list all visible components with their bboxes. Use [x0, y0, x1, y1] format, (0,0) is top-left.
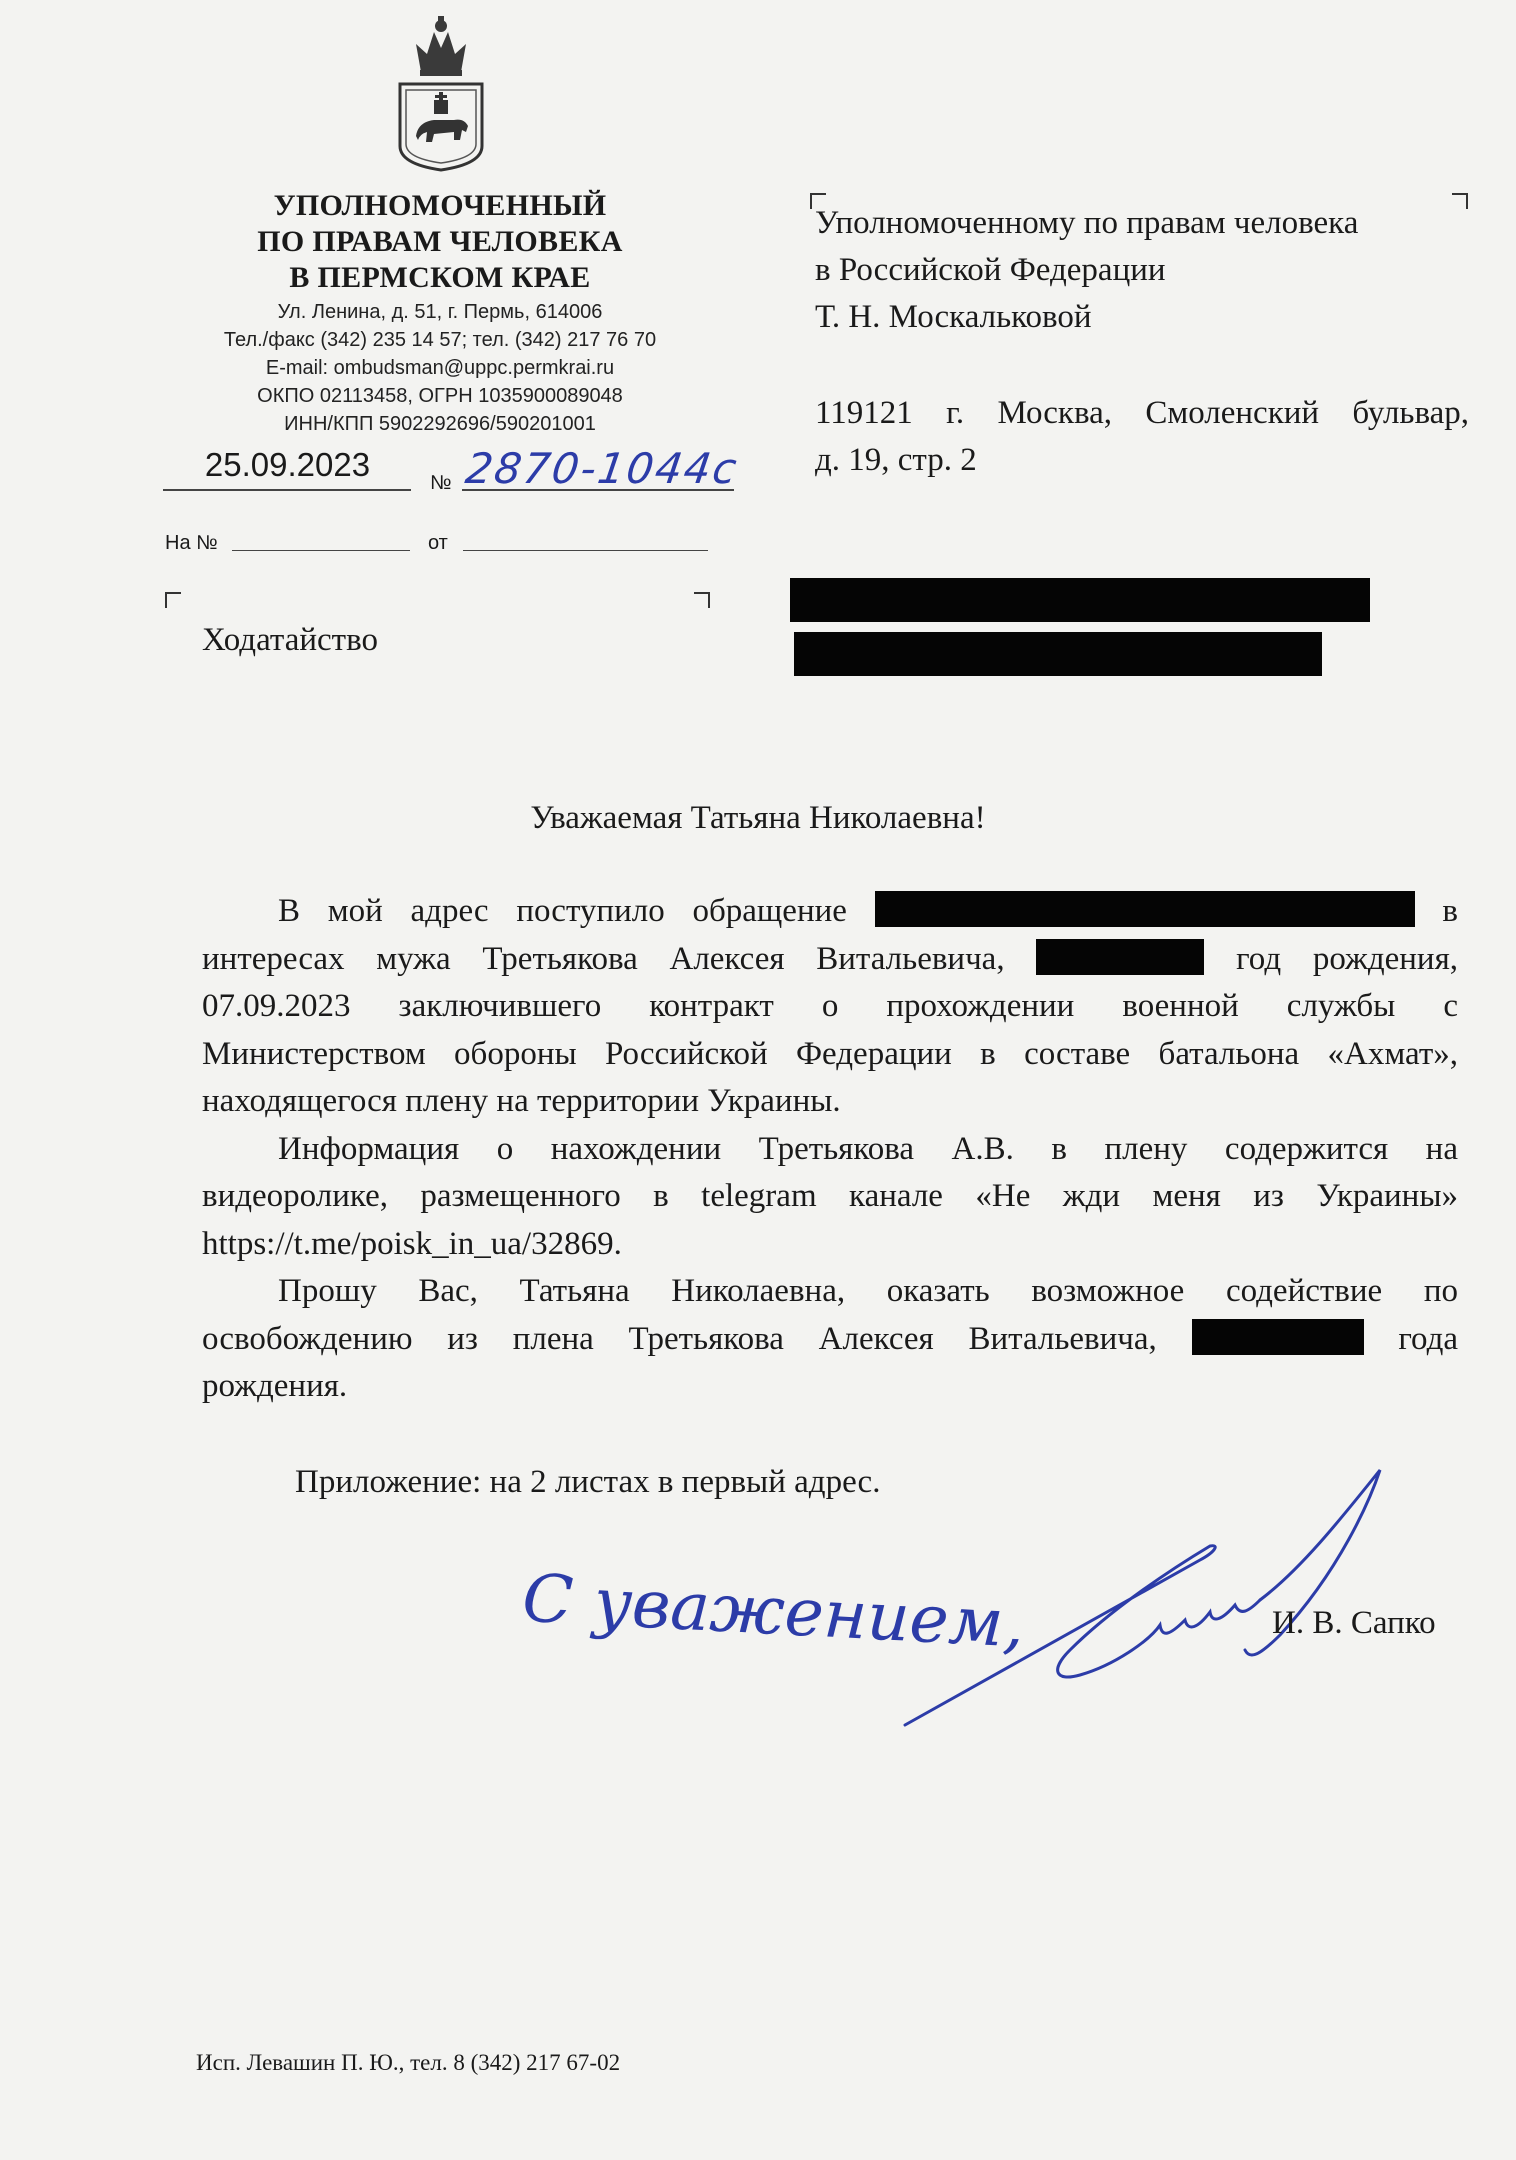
- attachment-note: Приложение: на 2 листах в первый адрес.: [295, 1464, 881, 1500]
- redaction-bar: [1192, 1319, 1364, 1355]
- reference-date-underline: [463, 550, 708, 551]
- date-underline: [163, 489, 411, 491]
- salutation: Уважаемая Татьяна Николаевна!: [530, 800, 986, 836]
- body-line: Министерством обороны Российской Федерации в составе батальона «Ахмат»,: [202, 1035, 1458, 1072]
- addressee-line: Уполномоченному по правам человека: [815, 205, 1359, 241]
- body-line: видеоролике, размещенного в telegram канале «Не жди меня из Украины»: [202, 1178, 1458, 1214]
- redaction-bar: [1036, 939, 1204, 975]
- body-text: год рождения,: [1236, 940, 1459, 977]
- email-line: E-mail: ombudsman@uppc.permkrai.ru: [265, 357, 615, 379]
- document-type: Ходатайство: [202, 622, 378, 658]
- address-line: Ул. Ленина, д. 51, г. Пермь, 614006: [277, 301, 603, 323]
- phone-line: Тел./факс (342) 235 14 57; тел. (342) 217 76 70: [223, 329, 657, 351]
- telegram-link-text: https://t.me/poisk_in_ua/32869.: [202, 1225, 622, 1262]
- number-label: №: [430, 472, 452, 494]
- registration-date: 25.09.2023: [204, 446, 371, 483]
- signer-name: И. В. Сапко: [1272, 1605, 1436, 1641]
- corner-mark: [165, 592, 181, 608]
- address-line: 119121 г. Москва, Смоленский бульвар,: [815, 395, 1469, 431]
- inn-line: ИНН/КПП 5902292696/590201001: [284, 413, 596, 435]
- organization-title-line: УПОЛНОМОЧЕННЫЙ: [273, 189, 607, 222]
- organization-title-line: ПО ПРАВАМ ЧЕЛОВЕКА: [257, 225, 623, 258]
- signature-image: [900, 1460, 1420, 1730]
- redaction-bar: [794, 632, 1322, 676]
- letter-body: [202, 888, 1458, 1411]
- registration-number-handwritten: 2870-1044с: [462, 444, 742, 493]
- body-line: 07.09.2023 заключившего контракт о прохождении военной службы с: [202, 988, 1458, 1024]
- body-line: Информация о нахождении Третьякова А.В. в плену содержится на: [278, 1130, 1458, 1167]
- reference-number-underline: [232, 550, 410, 551]
- coat-of-arms-icon: [394, 14, 488, 172]
- address-line: д. 19, стр. 2: [815, 442, 977, 478]
- body-text: интересах мужа Третьякова Алексея Витальевича,: [202, 940, 1005, 977]
- redaction-bar: [875, 891, 1415, 927]
- body-text: в: [1442, 893, 1459, 929]
- organization-title-line: В ПЕРМСКОМ КРАЕ: [289, 261, 591, 294]
- handwritten-closing-text: С уважением,: [520, 1559, 1027, 1663]
- body-line: [202, 936, 1458, 984]
- body-line: находящегося плену на территории Украины.: [202, 1083, 841, 1119]
- organization-title: [160, 188, 720, 296]
- addressee-name: Т. Н. Москальковой: [815, 299, 1092, 335]
- body-line: рождения.: [202, 1368, 348, 1404]
- body-text: В мой адрес поступило обращение: [278, 893, 847, 929]
- reference-from-label: от: [428, 532, 448, 554]
- addressee-line: в Российской Федерации: [815, 252, 1166, 288]
- body-line: Прошу Вас, Татьяна Николаевна, оказать возможное содействие по: [278, 1273, 1458, 1309]
- corner-mark: [694, 592, 710, 608]
- body-text: года: [1398, 1320, 1459, 1357]
- body-line: [202, 888, 1458, 936]
- organization-contacts: [150, 298, 730, 438]
- corner-mark: [1452, 193, 1468, 209]
- okpo-line: ОКПО 02113458, ОГРН 1035900089048: [257, 385, 623, 407]
- executor-info: Исп. Левашин П. Ю., тел. 8 (342) 217 67-02: [196, 2050, 621, 2075]
- body-text: освобождению из плена Третьякова Алексея Витальевича,: [202, 1320, 1157, 1357]
- addressee-address: [815, 390, 1469, 484]
- reference-number-label: На №: [165, 532, 218, 554]
- addressee-block: [815, 200, 1358, 341]
- body-line: [202, 1316, 1458, 1364]
- redaction-bar: [790, 578, 1370, 622]
